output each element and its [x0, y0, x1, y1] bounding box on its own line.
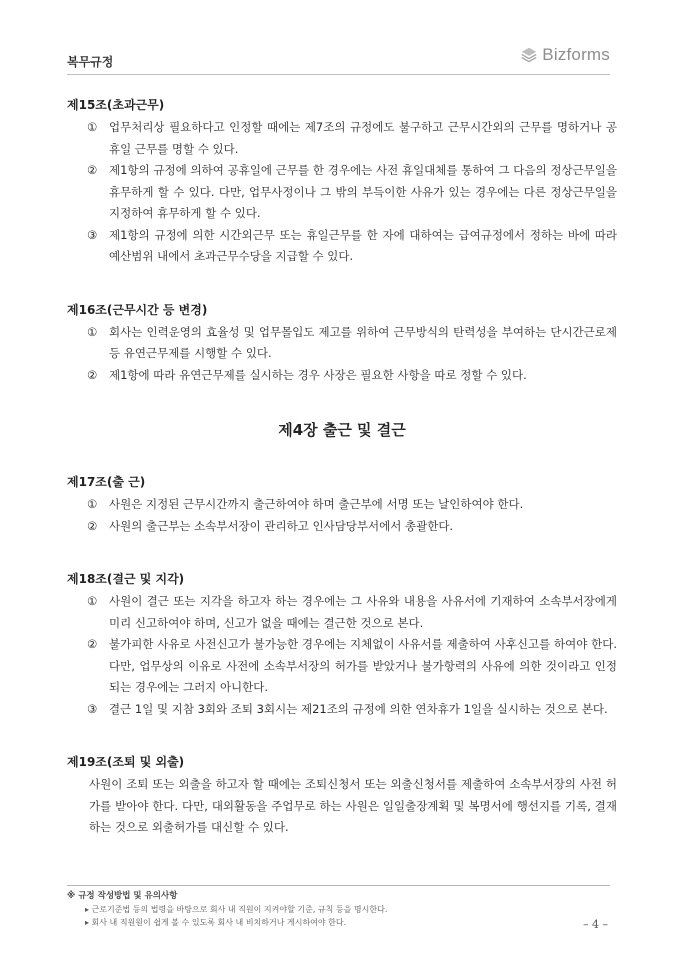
article-clause	[67, 365, 617, 387]
clause-text: 불가피한 사유로 사전신고가 불가능한 경우에는 지체없이 사유서를 제출하여 사후신고를 하여야 한다. 다만, 업무상의 이유로 사전에 소속부서장의 허가를 받았거나 불가항력의 사유에 의한 것이라고 인정되는 경우에는 그러지 아니한다.	[109, 637, 617, 694]
chapter-heading: 제4장 출근 및 결근	[278, 421, 406, 439]
article-18	[67, 567, 617, 720]
note-item: ▸ 근로기준법 등의 법령을 바탕으로 회사 내 직원이 지켜야할 기준, 규칙 등을 명시한다.	[85, 905, 388, 914]
document-body	[67, 93, 617, 869]
page-number: – 4 –	[583, 918, 608, 931]
clause-text: 제1항의 규정에 의한 시간외근무 또는 휴일근무를 한 자에 대하여는 급여규정에서 정하는 바에 따라 예산범위 내에서 초과근무수당을 지급할 수 있다.	[109, 227, 617, 263]
layers-icon	[520, 46, 538, 64]
article-clause	[67, 591, 617, 634]
article-clause	[67, 516, 617, 538]
clause-number: ①	[87, 497, 98, 511]
clause-text: 사원의 출근부는 소속부서장이 관리하고 인사담당부서에서 총괄한다.	[109, 518, 454, 533]
clause-text: 제1항의 규정에 의하여 공휴일에 근무를 한 경우에는 사전 휴일대체를 통하여 그 다음의 정상근무일을 휴무하게 할 수 있다. 다만, 업무사정이나 그 밖의 부득이한 사유가 있는 경우에는 다른 정상근무일을 지정하여 휴무하게 할 수 있다.	[109, 163, 617, 220]
clause-number: ②	[87, 637, 98, 651]
note-item: ▸ 회사 내 직원원이 쉽게 볼 수 있도록 회사 내 비치하거나 게시하여야 한다.	[85, 918, 347, 927]
clause-number: ②	[87, 518, 98, 533]
page-header	[67, 44, 610, 75]
clause-text: 결근 1일 및 지참 3회와 조퇴 3회시는 제21조의 규정에 의한 연차휴가 1일을 실시하는 것으로 본다.	[109, 701, 608, 716]
clause-text: 사원은 지정된 근무시간까지 출근하여야 하며 출근부에 서명 또는 날인하여야 한다.	[109, 497, 524, 511]
article-clause	[67, 322, 617, 365]
article-19	[67, 750, 617, 839]
article-title: 제17조(출 근)	[67, 475, 146, 489]
brand-logo	[520, 45, 610, 65]
clause-text: 제1항에 따라 유연근무제를 실시하는 경우 사장은 필요한 사항을 따로 정할 수 있다.	[109, 367, 527, 382]
article-title: 제16조(근무시간 등 변경)	[67, 302, 208, 317]
article-clause	[67, 634, 617, 699]
article-clause	[67, 494, 617, 516]
page-footer	[67, 885, 610, 929]
clause-number: ③	[87, 227, 98, 242]
brand-name: Bizforms	[542, 45, 610, 64]
clause-number: ③	[87, 701, 98, 716]
clause-number: ②	[87, 367, 98, 382]
article-15	[67, 93, 617, 268]
clause-text: 사원이 결근 또는 지각을 하고자 하는 경우에는 그 사유와 내용을 사유서에 기재하여 소속부서장에게 미리 신고하여야 하며, 신고가 없을 때에는 결근한 것으로 본다.	[109, 594, 617, 630]
article-clause	[67, 699, 617, 721]
article-clause	[67, 117, 617, 160]
article-text: 사원이 조퇴 또는 외출을 하고자 할 때에는 조퇴신청서 또는 외출신청서를 제출하여 소속부서장의 사전 허가를 받아야 한다. 다만, 대외활동을 주업무로 하는 사원은 일일출장계획 및 복명서에 행선지를 기록, 결재하는 것으로 외출허가를 대신할 수 있다.	[89, 777, 617, 834]
clause-number: ①	[87, 324, 98, 339]
article-title: 제19조(조퇴 및 외출)	[67, 755, 185, 769]
clause-text: 회사는 인력운영의 효율성 및 업무몰입도 제고를 위하여 근무방식의 탄력성을 부여하는 단시간근로제 등 유연근무제를 시행할 수 있다.	[109, 324, 617, 360]
document-title: 복무규정	[67, 55, 114, 69]
clause-number: ①	[87, 120, 98, 134]
clause-number: ①	[87, 594, 98, 608]
article-clause	[67, 160, 617, 225]
note-title: ※ 규정 작성방법 및 유의사항	[67, 891, 178, 901]
article-title: 제18조(결근 및 지각)	[67, 572, 185, 586]
clause-text: 업무처리상 필요하다고 인정할 때에는 제7조의 규정에도 불구하고 근무시간외의 근무를 명하거나 공휴일 근무를 명할 수 있다.	[109, 120, 617, 156]
article-17	[67, 470, 617, 537]
article-clause	[67, 225, 617, 268]
article-16	[67, 298, 617, 387]
clause-number: ②	[87, 163, 98, 177]
article-title: 제15조(초과근무)	[67, 98, 165, 112]
